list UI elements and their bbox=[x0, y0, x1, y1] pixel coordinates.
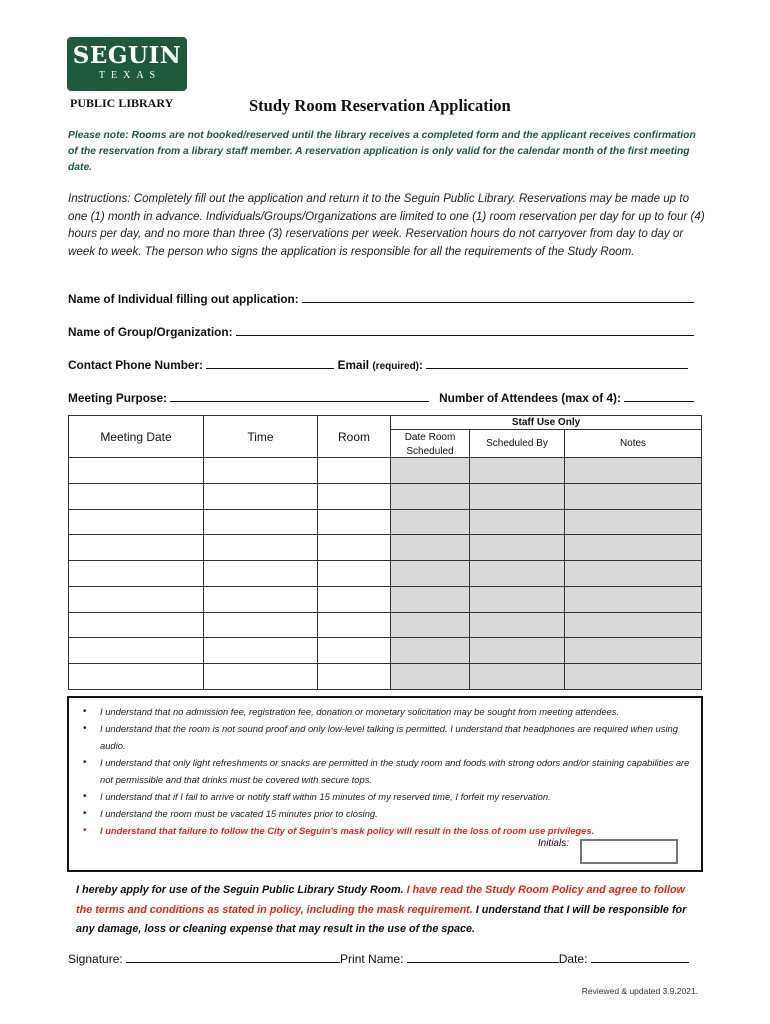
cell-room[interactable] bbox=[317, 534, 391, 561]
header-notes-label: Notes bbox=[619, 438, 647, 449]
cell-meeting-date[interactable] bbox=[68, 560, 204, 587]
cell-room[interactable] bbox=[317, 509, 391, 536]
cell-notes bbox=[564, 560, 702, 587]
field-email-required: (required) bbox=[372, 361, 420, 372]
policy-item-mask: • I understand that failure to follow the City of Seguin’s mask policy will result in the loss of room use privileges. bbox=[83, 822, 691, 839]
cell-room[interactable] bbox=[317, 612, 391, 639]
logo-name: SEGUIN bbox=[72, 42, 182, 69]
cell-date-room-scheduled bbox=[390, 509, 470, 536]
cell-room[interactable] bbox=[317, 637, 391, 664]
initials-input[interactable] bbox=[580, 839, 678, 864]
cell-time[interactable] bbox=[203, 483, 318, 510]
cell-notes bbox=[564, 457, 702, 484]
cell-meeting-date[interactable] bbox=[68, 586, 204, 613]
cell-meeting-date[interactable] bbox=[68, 483, 204, 510]
cell-date-room-scheduled bbox=[390, 612, 470, 639]
cell-notes bbox=[564, 637, 702, 664]
cell-notes bbox=[564, 509, 702, 536]
policy-item: • I understand that only light refreshments or snacks are permitted in the study room and foods with strong odors and/or staining capabilities are not permissible and that drinks must be covered with secure tops. bbox=[83, 754, 691, 788]
cell-room[interactable] bbox=[317, 483, 391, 510]
date-label: Date: bbox=[558, 952, 588, 966]
apply-text-2: I have read the Study Room Policy and agree to follow the terms and conditions as stated in policy, including the mask requirement. bbox=[76, 884, 685, 916]
instructions: Instructions: Completely fill out the application and return it to the Seguin Public Library. Reservations may be made up to one (1) month in advance. Individuals/Groups/Organizations are limited to one (1) room reservation per day for up to four (4) hours per day, and no more than three (3) reservations per week. Reservation hours do not carryover from day to day or week to week. The person who signs the application is responsible for all the requirements of the Study Room. bbox=[68, 192, 705, 258]
cell-time[interactable] bbox=[203, 457, 318, 484]
cell-scheduled-by bbox=[469, 509, 565, 536]
print-name-label: Print Name: bbox=[340, 952, 404, 966]
header-notes bbox=[564, 429, 702, 458]
attendees-input[interactable] bbox=[624, 390, 694, 402]
field-email-colon: : bbox=[419, 358, 423, 372]
cell-meeting-date[interactable] bbox=[68, 457, 204, 484]
field-name-group bbox=[68, 324, 694, 339]
please-note: Please note: Rooms are not booked/reserved until the library receives a completed form and the applicant receives confirmation of the reservation from a library staff member. A reservation application is only valid for the calendar month of the first meeting date. bbox=[68, 130, 696, 173]
cell-date-room-scheduled bbox=[390, 637, 470, 664]
email-input[interactable] bbox=[426, 357, 688, 369]
cell-date-room-scheduled bbox=[390, 457, 470, 484]
field-phone-label: Contact Phone Number: bbox=[68, 358, 204, 372]
policy-list bbox=[83, 703, 691, 839]
signature-line bbox=[68, 951, 689, 966]
cell-scheduled-by bbox=[469, 457, 565, 484]
policy-box bbox=[67, 696, 703, 872]
field-email-label: Email bbox=[337, 358, 370, 372]
field-purpose-attendees bbox=[68, 390, 694, 405]
cell-meeting-date[interactable] bbox=[68, 612, 204, 639]
cell-scheduled-by bbox=[469, 586, 565, 613]
cell-time[interactable] bbox=[203, 586, 318, 613]
header-room-label: Room bbox=[337, 430, 370, 444]
cell-date-room-scheduled bbox=[390, 586, 470, 613]
cell-time[interactable] bbox=[203, 612, 318, 639]
field-name-individual-label: Name of Individual filling out application: bbox=[68, 292, 299, 306]
cell-date-room-scheduled bbox=[390, 483, 470, 510]
cell-time[interactable] bbox=[203, 663, 318, 690]
cell-time[interactable] bbox=[203, 534, 318, 561]
signature-input[interactable] bbox=[126, 951, 340, 963]
field-purpose-label: Meeting Purpose: bbox=[68, 391, 167, 405]
cell-meeting-date[interactable] bbox=[68, 663, 204, 690]
cell-notes bbox=[564, 612, 702, 639]
cell-notes bbox=[564, 663, 702, 690]
apply-text-3: I understand that I will be responsible for any damage, loss or cleaning expense that may result in the use of the space. bbox=[76, 903, 687, 935]
logo-library-text: PUBLIC LIBRARY bbox=[70, 96, 174, 110]
header-meeting-date bbox=[68, 415, 204, 458]
cell-scheduled-by bbox=[469, 663, 565, 690]
staff-use-label: Staff Use Only bbox=[511, 417, 581, 428]
page-title: Study Room Reservation Application bbox=[249, 96, 511, 115]
cell-date-room-scheduled bbox=[390, 663, 470, 690]
cell-notes bbox=[564, 483, 702, 510]
date-input[interactable] bbox=[591, 951, 689, 963]
field-phone-email bbox=[68, 357, 688, 372]
cell-scheduled-by bbox=[469, 483, 565, 510]
cell-time[interactable] bbox=[203, 509, 318, 536]
name-individual-input[interactable] bbox=[302, 291, 694, 303]
library-logo bbox=[68, 38, 186, 111]
application-statement bbox=[76, 881, 704, 940]
header-room bbox=[317, 415, 391, 458]
field-name-individual bbox=[68, 291, 694, 306]
cell-scheduled-by bbox=[469, 612, 565, 639]
cell-time[interactable] bbox=[203, 560, 318, 587]
name-group-input[interactable] bbox=[236, 324, 694, 336]
cell-scheduled-by bbox=[469, 534, 565, 561]
policy-item: • I understand that if I fail to arrive or notify staff within 15 minutes of my reserved time, I forfeit my reservation. bbox=[83, 788, 691, 805]
cell-meeting-date[interactable] bbox=[68, 637, 204, 664]
header-scheduled-by-label: Scheduled By bbox=[486, 438, 548, 449]
cell-scheduled-by bbox=[469, 637, 565, 664]
cell-date-room-scheduled bbox=[390, 560, 470, 587]
cell-room[interactable] bbox=[317, 663, 391, 690]
cell-date-room-scheduled bbox=[390, 534, 470, 561]
apply-text-1: I hereby apply for use of the Seguin Public Library Study Room. bbox=[76, 884, 407, 896]
header-scheduled-by bbox=[469, 429, 565, 458]
cell-room[interactable] bbox=[317, 586, 391, 613]
cell-meeting-date[interactable] bbox=[68, 534, 204, 561]
print-name-input[interactable] bbox=[407, 951, 559, 963]
schedule-table bbox=[68, 415, 702, 689]
signature-label: Signature: bbox=[68, 952, 123, 966]
policy-item: • I understand that no admission fee, registration fee, donation or monetary solicitation may be sought from meeting attendees. bbox=[83, 703, 691, 720]
footer-reviewed: Reviewed & updated 3.9.2021. bbox=[581, 986, 698, 996]
cell-scheduled-by bbox=[469, 560, 565, 587]
field-attendees-label: Number of Attendees (max of 4): bbox=[439, 391, 621, 405]
cell-room[interactable] bbox=[317, 457, 391, 484]
logo-state: TEXAS bbox=[98, 70, 162, 81]
header-time bbox=[203, 415, 318, 458]
header-date-room-scheduled-label: Date Room Scheduled bbox=[404, 432, 456, 457]
purpose-input[interactable] bbox=[170, 390, 429, 402]
phone-input[interactable] bbox=[206, 357, 334, 369]
policy-item: • I understand that the room is not sound proof and only low-level talking is permitted. I understand that headphones are required when using audio. bbox=[83, 720, 691, 754]
cell-notes bbox=[564, 534, 702, 561]
field-name-group-label: Name of Group/Organization: bbox=[68, 325, 233, 339]
header-time-label: Time bbox=[247, 430, 274, 444]
header-date-room-scheduled bbox=[390, 429, 470, 458]
cell-room[interactable] bbox=[317, 560, 391, 587]
staff-use-header bbox=[390, 415, 702, 430]
logo-badge bbox=[68, 38, 186, 90]
initials-label: Initials: bbox=[537, 838, 569, 849]
cell-meeting-date[interactable] bbox=[68, 509, 204, 536]
policy-item: • I understand the room must be vacated 15 minutes prior to closing. bbox=[83, 805, 691, 822]
cell-time[interactable] bbox=[203, 637, 318, 664]
header-meeting-date-label: Meeting Date bbox=[100, 430, 172, 444]
cell-notes bbox=[564, 586, 702, 613]
